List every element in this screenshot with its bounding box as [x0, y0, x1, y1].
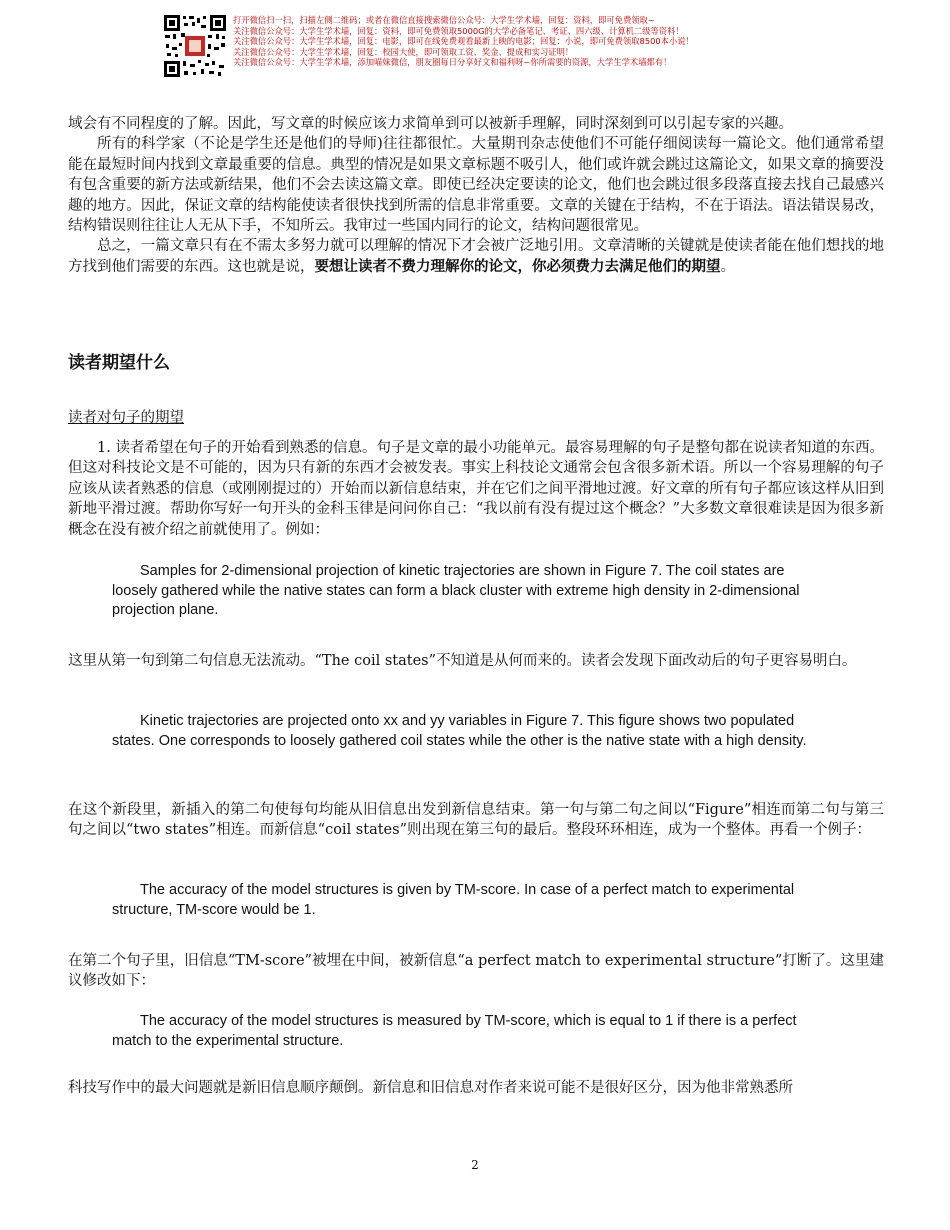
example-3 [112, 881, 812, 920]
paragraph-5-block [68, 651, 884, 671]
subsection-heading: 读者对句子的期望 [68, 410, 184, 426]
paragraph-3-emphasis: 要想让读者不费力理解你的论文，你必须费力去满足他们的期望 [314, 258, 721, 275]
promo-header [163, 14, 723, 78]
paragraph-6-block [68, 800, 884, 841]
page-number: 2 [471, 1158, 479, 1172]
paragraph-7-block [68, 951, 884, 992]
paragraph-2: 所有的科学家（不论是学生还是他们的导师)往往都很忙。大量期刊杂志使他们不可能仔细阅读每一篇论文。他们通常希望能在最短时间内找到文章最重要的信息。典型的情况是如果文章标题不吸引人，他们或许就会跳过这篇论文，如果文章的摘要没有包含重要的新方法或新结果，他们不会去读这篇文章。即使已经决定要读的论文，他们也会跳过很多段落直接去找自己最感兴趣的地方。因此，保证文章的结构能使读者很快找到所需的信息非常重要。文章的关键在于结构，不在于语法。语法错误易改，结构错误则往往让人无从下手，不知所云。我审过一些国内同行的论文，结构问题很常见。 [68, 136, 884, 235]
example-4 [112, 1012, 812, 1051]
paragraph-4: 1. 读者希望在句子的开始看到熟悉的信息。句子是文章的最小功能单元。最容易理解的句子是整句都在说读者知道的东西。但这对科技论文是不可能的，因为只有新的东西才会被发表。事实上科技论文通常会包含很多新术语。所以一个容易理解的句子应该从读者熟悉的信息（或刚刚提过的）开始而以新信息结束，并在它们之间平滑地过渡。好文章的所有句子都应该这样从旧到新地平滑过渡。帮助你写好一句开头的金科玉律是问问你自己：“我以前有没有提过这个概念？”大多数文章很难读是因为很多新概念在没有被介绍之前就使用了。例如： [68, 440, 884, 538]
paragraph-3-text: 总之，一篇文章只有在不需太多努力就可以理解的情况下才会被广泛地引用。文章清晰的关键就是使读者能在他们想找的地方找到他们需要的东西。这也就是说， [68, 238, 884, 275]
promo-text [233, 15, 694, 68]
example-2 [112, 712, 812, 751]
paragraph-4-block [68, 438, 884, 540]
example-1-text: Samples for 2-dimensional projection of kinetic trajectories are shown in Figure 7. The coil states are loosely gathered while the native states can form a black cluster with extreme high density in 2-dimensional projection plane. [112, 563, 800, 619]
promo-line: 关注微信公众号：大学生学术墙，回复：电影，即可在线免费观看最新上映的电影；回复：小说，即可免费领取8500本小说！ [233, 36, 694, 47]
example-4-text: The accuracy of the model structures is measured by TM-score, which is equal to 1 if there is a perfect match to the experimental structure. [112, 1013, 797, 1049]
example-3-text: The accuracy of the model structures is given by TM-score. In case of a perfect match to experimental structure, TM-score would be 1. [112, 882, 795, 918]
promo-line: 关注微信公众号：大学生学术墙，回复：校园大使，即可领取工资、奖金、提成和实习证明！ [233, 46, 574, 57]
paragraph-1: 域会有不同程度的了解。因此，写文章的时候应该力求简单到可以被新手理解，同时深刻到可以引起专家的兴趣。 [68, 116, 793, 132]
promo-line: 关注微信公众号：大学生学术墙，添加喵妹微信，朋友圈每日分享好文和福利呀~你所需要的资源，大学生学术墙都有！ [233, 57, 672, 68]
paragraph-7: 在第二个句子里，旧信息“TM-score”被埋在中间，被新信息“a perfect match to experimental structure”打断了。这里建议修改如下： [68, 953, 884, 990]
promo-line: 打开微信扫一扫，扫描左侧二维码；或者在微信直接搜索微信公众号：大学生学术墙，回复：资料，即可免费领取~ [233, 15, 655, 25]
paragraph-5: 这里从第一句到第二句信息无法流动。“The coil states”不知道是从何而来的。读者会发现下面改动后的句子更容易明白。 [68, 653, 857, 669]
paragraph-8: 科技写作中的最大问题就是新旧信息顺序颠倒。新信息和旧信息对作者来说可能不是很好区分，因为他非常熟悉所 [68, 1080, 793, 1096]
paragraph-6: 在这个新段里，新插入的第二句使每句均能从旧信息出发到新信息结束。第一句与第二句之间以“Figure”相连而第二句与第三句之间以“two states”相连。而新信息“coil states”则出现在第三句的最后。整段环环相连，成为一个整体。再看一个例子： [68, 802, 884, 839]
paragraph-3-end: 。 [720, 258, 735, 275]
paragraph-3 [68, 236, 884, 277]
example-1 [112, 562, 812, 621]
promo-line: 关注微信公众号：大学生学术墙，回复：资料，即可免费领取5000G的大学必备笔记、考证、四六级、计算机二级等资料！ [233, 25, 684, 36]
example-2-text: Kinetic trajectories are projected onto xx and yy variables in Figure 7. This figure shows two populated states. One corresponds to loosely gathered coil states while the other is the native state with a high density. [112, 713, 807, 749]
intro-section [68, 114, 884, 277]
paragraph-8-block [68, 1078, 884, 1098]
section-heading: 读者期望什么 [68, 353, 170, 373]
qr-code-icon[interactable] [163, 14, 227, 78]
